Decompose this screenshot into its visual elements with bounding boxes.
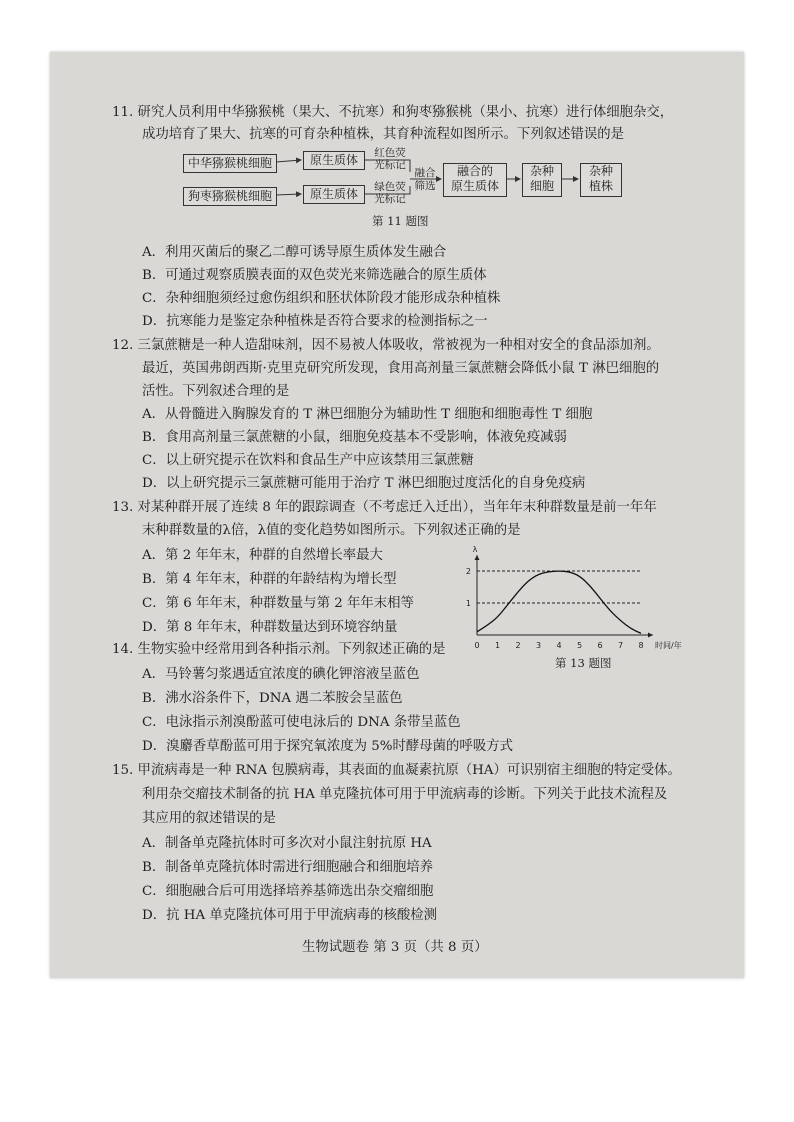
- q12-option-c: C．以上研究提示在饮料和食品生产中应该禁用三氯蔗糖: [142, 453, 474, 468]
- flow-box-protoplast-1: 原生质体: [303, 151, 365, 170]
- q15-stem-line1: 15. 甲流病毒是一种 RNA 包膜病毒，其表面的血凝素抗原（HA）可识别宿主细胞的特定受体。: [112, 763, 681, 778]
- y-tick-label: 2: [465, 567, 471, 576]
- q15-option-c: C．细胞融合后可用选择培养基筛选出杂交瘤细胞: [142, 884, 434, 899]
- arrow-1: [276, 160, 301, 162]
- q13-stem-line2: 末种群数量的λ倍，λ值的变化趋势如图所示。下列叙述正确的是: [142, 523, 521, 538]
- hybrid-plant-label-2: 植株: [588, 179, 613, 193]
- arrow-2: [276, 194, 301, 195]
- fused-label-1: 融合的: [456, 164, 493, 178]
- q14-option-b: B．沸水浴条件下，DNA 遇二苯胺会呈蓝色: [142, 691, 403, 706]
- x-tick-label: 8: [638, 641, 644, 650]
- label-green-fluor-1: 绿色荧: [374, 181, 406, 193]
- q15-option-d: D．抗 HA 单克隆抗体可用于甲流病毒的核酸检测: [142, 908, 438, 923]
- label-screen: 筛选: [414, 180, 436, 192]
- flow-box-chinese-kiwi: 中华猕猴桃细胞: [183, 154, 277, 173]
- x-tick-label: 5: [576, 641, 583, 650]
- flow-box-dogdate-kiwi: 狗枣猕猴桃细胞: [183, 187, 277, 206]
- q15-stem-line2: 利用杂交瘤技术制备的抗 HA 单克隆抗体可用于甲流病毒的诊断。下列关于此技术流程及: [142, 787, 668, 802]
- lambda-curve: [477, 571, 641, 633]
- q13-option-b: B．第 4 年年末，种群的年龄结构为增长型: [142, 572, 397, 587]
- label-red-fluor-1: 红色荧: [374, 147, 406, 159]
- q12-stem-line3: 活性。下列叙述合理的是: [142, 384, 290, 399]
- x-axis-label: 时间/年: [655, 641, 682, 650]
- q13-stem-line1: 13. 对某种群开展了连续 8 年的跟踪调查（不考虑迁入迁出），当年年末种群数量是前一年年: [112, 500, 657, 515]
- hybrid-cell-label-2: 细胞: [529, 179, 554, 193]
- x-axis-arrow: [648, 633, 653, 638]
- q14-stem-line1: 14. 生物实验中经常用到各种指示剂。下列叙述正确的是: [112, 642, 446, 657]
- x-tick-label: 1: [494, 641, 501, 650]
- page-footer: 生物试题卷 第 3 页（共 8 页）: [302, 940, 488, 955]
- connector-bottom: [364, 186, 410, 194]
- q11-figure-caption: 第 11 题图: [372, 214, 429, 228]
- flow-box-protoplast-2: 原生质体: [303, 185, 365, 204]
- y-axis-arrow: [475, 555, 480, 560]
- q12-option-d: D．以上研究提示三氯蔗糖可能用于治疗 T 淋巴细胞过度活化的自身免疫病: [142, 476, 586, 491]
- q15-stem-line3: 其应用的叙述错误的是: [142, 811, 276, 826]
- q14-option-a: A．马铃薯匀浆遇适宜浓度的碘化钾溶液呈蓝色: [142, 667, 420, 682]
- label-green-fluor-2: 光标记: [374, 193, 406, 205]
- x-tick-label: 2: [515, 641, 521, 650]
- hybrid-plant-label-1: 杂种: [588, 164, 613, 178]
- q12-stem-line1: 12. 三氯蔗糖是一种人造甜味剂，因不易被人体吸收，常被视为一种相对安全的食品添加剂。: [112, 338, 660, 353]
- x-tick-label: 6: [597, 641, 603, 650]
- q11-option-b: B．可通过观察质膜表面的双色荧光来筛选融合的原生质体: [142, 268, 487, 283]
- q13-option-d: D．第 8 年年末，种群数量达到环境容纳量: [142, 620, 398, 635]
- x-tick-label: 0: [474, 641, 480, 650]
- q11-option-d: D．抗寒能力是鉴定杂种植株是否符合要求的检测指标之一: [142, 314, 488, 329]
- connector-top: [364, 160, 410, 172]
- q14-option-c: C．电泳指示剂溴酚蓝可使电泳后的 DNA 条带呈蓝色: [142, 715, 461, 730]
- y-axis-label: λ: [472, 545, 478, 554]
- q13-option-a: A．第 2 年年末，种群的自然增长率最大: [142, 548, 383, 563]
- q11-stem-line2: 成功培育了果大、抗寒的可育杂种植株，其育种流程如图所示。下列叙述错误的是: [142, 127, 625, 142]
- x-tick-label: 4: [556, 641, 562, 650]
- y-tick-label: 1: [465, 599, 471, 608]
- q12-option-b: B．食用高剂量三氯蔗糖的小鼠，细胞免疫基本不受影响，体液免疫减弱: [142, 430, 567, 445]
- x-tick-label: 3: [535, 641, 542, 650]
- q15-option-b: B．制备单克隆抗体时需进行细胞融合和细胞培养: [142, 860, 434, 875]
- label-red-fluor-2: 光标记: [374, 159, 406, 171]
- q15-option-a: A．制备单克隆抗体时可多次对小鼠注射抗原 HA: [142, 836, 432, 851]
- q11-option-a: A．利用灭菌后的聚乙二醇可诱导原生质体发生融合: [142, 245, 447, 260]
- label-fuse: 融合: [414, 167, 436, 179]
- fused-label-2: 原生质体: [450, 179, 499, 193]
- x-tick-label: 7: [617, 641, 624, 650]
- q14-option-d: D．溴麝香草酚蓝可用于探究氧浓度为 5%时酵母菌的呼吸方式: [142, 739, 513, 754]
- lambda-chart: [455, 540, 715, 665]
- hybrid-cell-label-1: 杂种: [529, 164, 554, 178]
- q11-option-c: C．杂种细胞须经过愈伤组织和胚状体阶段才能形成杂种植株: [142, 291, 501, 306]
- q11-stem-line1: 11. 研究人员利用中华猕猴桃（果大、不抗寒）和狗枣猕猴桃（果小、抗寒）进行体细胞杂交，: [112, 105, 674, 120]
- q12-option-a: A．从骨髓进入胸腺发育的 T 淋巴细胞分为辅助性 T 细胞和细胞毒性 T 细胞: [142, 407, 593, 422]
- q12-stem-line2: 最近，英国弗朗西斯·克里克研究所发现，食用高剂量三氯蔗糖会降低小鼠 T 淋巴细胞的: [142, 361, 660, 376]
- q13-option-c: C．第 6 年年末，种群数量与第 2 年年末相等: [142, 596, 414, 611]
- q13-figure-caption: 第 13 题图: [555, 656, 612, 670]
